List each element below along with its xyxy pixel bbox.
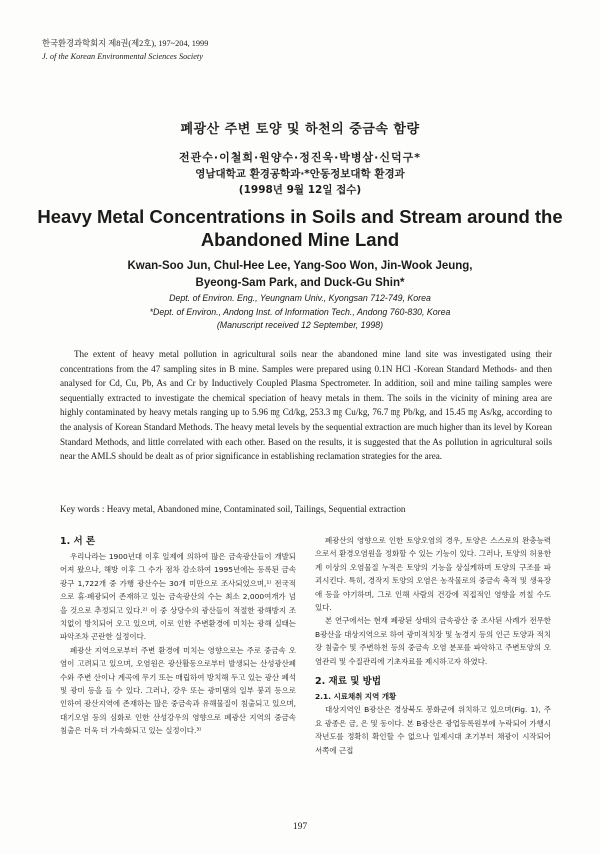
page-number: 197 (292, 822, 308, 832)
affiliations-english (0, 292, 600, 333)
authors-english-line2: Byeong-Sam Park, and Duck-Gu Shin* (195, 276, 405, 289)
affiliation-korean: 영남대학교 환경공학과·*안동정보대학 환경과 (195, 168, 405, 180)
title-english-line2: Abandoned Mine Land (200, 229, 400, 250)
journal-header (42, 38, 208, 63)
journal-citation-en: J. of the Korean Environmental Sciences Society (42, 51, 203, 61)
keywords: Key words : Heavy metal, Abandoned mine, Contaminated soil, Tailings, Sequential extraction (60, 504, 406, 514)
methods-paragraph-1: 대상지역인 B광산은 경상북도 봉화군에 위치하고 있으며(Fig. 1), 주요 광종은 금, 은 및 동이다. 본 B광산은 광업등록원부에 누락되어 가행시작년도를 정확히 확인할 수 없으나 일제시대 초기부터 채광이 시작되어 서쪽에 근접 (315, 705, 551, 755)
journal-citation-ko: 한국환경과학회지 제8권(제2호), 197~204, 1999 (42, 39, 209, 48)
introduction-paragraph-1: 우리나라는 1900년대 이후 일제에 의하여 많은 금속광산들이 개발되어져 왔으나, 해방 이후 그 수가 점차 감소하여 1995년에는 등록된 금속광구 1,722개 중 가행 광산수는 30개 미만으로 조사되었으며,¹⁾ 전국적으로 휴·폐광되어 존재하고 있는 금속광산의 수는 최소 2,000여개가 넘을 것으로 추정되고 있다.²⁾ 이 중 상당수의 광산들이 적절한 광해방지 조치없이 방치되어 오고 있으며, 이로 인한 주변환경에 미치는 광해 실태는 파악조차 곤란한 실정이다. (60, 552, 296, 642)
introduction-paragraph-2: 폐광산 지역으로부터 주변 환경에 미치는 영향으로는 주로 중금속 오염이 고려되고 있으며, 오염원은 광산활동으로부터 발생되는 산성광산폐수와 주변 산이나 계곡에 무기 또는 매립하여 방치해 두고 있는 광산 폐석 및 광미 등을 들 수 있다. 그러나, 강우 또는 광미댐의 일부 붕괴 등으로 인하여 광산지역에 존재하는 많은 중금속과 유해물질이 침출되고 있으며, 대기오염 등의 심화로 인한 산성강우의 영향으로 폐광산 지역의 중금속 침출은 더욱 더 가속화되고 있는 실정이다.³⁾ (60, 645, 296, 736)
authors-english-line1: Kwan-Soo Jun, Chul-Hee Lee, Yang-Soo Won, Jin-Wook Jeung, (127, 260, 473, 272)
introduction-paragraph-3: 폐광산의 영향으로 인한 토양오염의 경우, 토양은 스스로의 완충능력으로서 환경오염원을 정화할 수 있는 기능이 있다. 그러나, 토양의 허용한계 이상의 오염물질 누적은 토양의 기능을 상실케하며 토양의 구조를 파괴시킨다. 특히, 경작지 토양의 오염은 농작물로의 중금속 축적 및 생육장애 등을 야기하며, 그로 인해 사람의 건강에 직접적인 영향을 끼칠 수도 있다. (315, 536, 551, 613)
title-english (0, 205, 600, 251)
authors-english (0, 258, 600, 291)
section-heading-methods: 2. 재료 및 방법 (315, 676, 382, 688)
affiliation-english-2: *Dept. of Environ., Andong Inst. of Information Tech., Andong 760-830, Korea (149, 306, 451, 317)
affiliation-english-1: Dept. of Environ. Eng., Yeungnam Univ., Kyongsan 712-749, Korea (169, 293, 431, 303)
introduction-paragraph-4: 본 연구에서는 현재 폐광된 상태의 금속광산 중 조사된 사례가 전무한 B광산을 대상지역으로 하여 광미적치장 및 농경지 등의 인근 토양과 적치장 침출수 및 주변하천 등의 중금속 오염 분포를 파악하고 주변토양의 오염관리 및 수질관리에 기초자료를 제시하고자 하였다. (315, 616, 551, 666)
left-column (60, 534, 296, 738)
abstract: The extent of heavy metal pollution in agricultural soils near the abandoned mine land site was investigated using their concentrations from the 47 sampling sites in B mine. Samples were prepared using 0.1N HCl -Korean Standard Methods- and then analysed for Cd, Cu, Pb, As and Cr by Inductively Coupled Plasma Spectrometer. In addition, soil and mine tailing samples were sequentially extracted to investigate the chemical speciation of heavy metals in them. The soils in the vicinity of mining area are highly contaminated by heavy metals ranging up to 5.96 ㎎ Cd/kg, 253.3 ㎎ Cu/kg, 76.7 ㎎ Pb/kg, and 15.45 ㎎ As/kg, according to the analysis of Korean Standard Methods. The heavy metal levels by the sequential extraction are much higher than its level by Korean Standard Methods, and little correlated with each other. Based on the results, it is suggested that the As pollution in agricultural soils near the AMLS should be dealt as of prior significance in establishing reclamation strategies for the area. (60, 349, 552, 462)
received-date-korean: (1998년 9월 12일 접수) (238, 184, 362, 196)
title-english-line1: Heavy Metal Concentrations in Soils and Stream around the (37, 206, 563, 227)
title-korean: 폐광산 주변 토양 및 하천의 중금속 함량 (180, 122, 420, 137)
right-column (315, 534, 551, 757)
section-heading-introduction: 1. 서 론 (60, 536, 96, 547)
subsection-heading-site: 2.1. 시료채취 지역 개황 (315, 692, 397, 702)
authors-korean: 전관수·이철희·원양수·정진욱·박병삼·신덕구* (179, 151, 421, 164)
received-date-english: (Manuscript received 12 September, 1998) (216, 320, 384, 330)
